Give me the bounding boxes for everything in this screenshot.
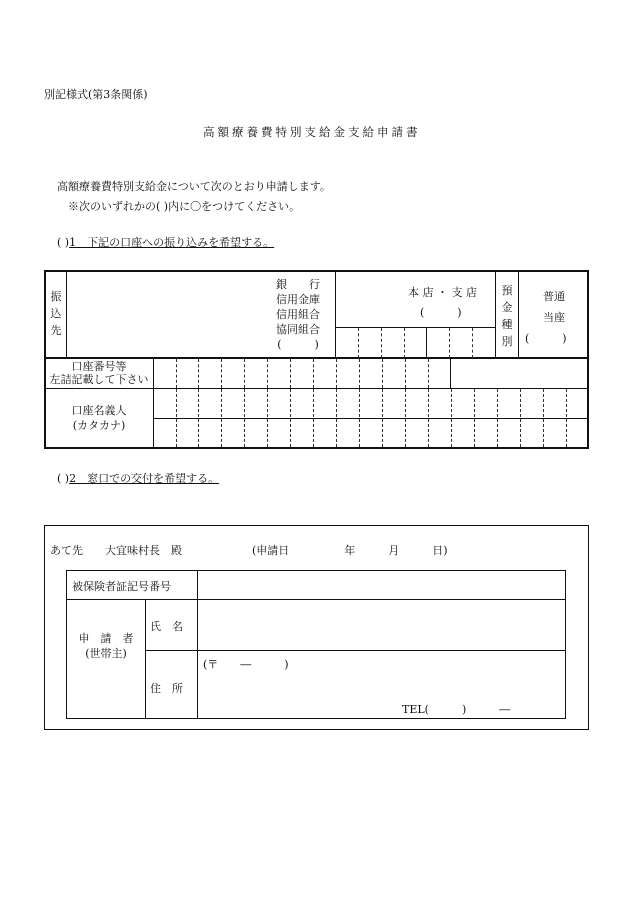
account-holder-field[interactable] bbox=[155, 390, 586, 446]
option2-row bbox=[57, 470, 219, 486]
form-note: 別記様式(第3条関係) bbox=[44, 88, 148, 101]
option1-row bbox=[57, 234, 274, 250]
bank-type-shinkumi: 信用組合 bbox=[276, 308, 320, 321]
intro-text: 高額療養費特別支給金について次のとおり申請します。 bbox=[57, 180, 331, 193]
address-field[interactable] bbox=[199, 672, 563, 696]
account-number-label: 口座番号等 左詰記載して下さい bbox=[49, 360, 149, 386]
bank-type-other: ( ) bbox=[277, 338, 319, 351]
bank-type-kyodo: 協同組合 bbox=[276, 323, 320, 336]
option1-label: 1 下記の口座への振り込みを希望する。 bbox=[69, 236, 275, 249]
branch-code-field[interactable] bbox=[337, 329, 495, 357]
addressee: あて先 大宜味村長 殿 bbox=[50, 544, 182, 557]
account-holder-label: 口座名義人 (カタカナ) bbox=[71, 404, 127, 432]
furikomisaki-label: 振 込 先 bbox=[50, 290, 62, 337]
deposit-option-other[interactable]: ( ) bbox=[525, 332, 567, 345]
tel-field[interactable]: TEL( ) ― bbox=[402, 703, 511, 716]
bank-type-bank: 銀 行 bbox=[276, 278, 320, 291]
deposit-option-futsu[interactable]: 普通 bbox=[543, 290, 565, 303]
account-number-field[interactable] bbox=[155, 360, 449, 387]
instruction-text: ※次のいずれかの( )内に〇をつけてください。 bbox=[68, 200, 301, 213]
bank-name-field[interactable] bbox=[68, 273, 263, 356]
name-label: 氏 名 bbox=[150, 620, 183, 633]
address-label: 住 所 bbox=[150, 682, 183, 695]
insured-number-field[interactable] bbox=[199, 572, 563, 598]
page-title: 高額療養費特別支給金支給申請書 bbox=[203, 125, 421, 139]
deposit-option-toza[interactable]: 当座 bbox=[543, 311, 565, 324]
option2-label: 2 窓口での交付を希望する。 bbox=[69, 472, 220, 485]
postal-code[interactable]: (〒 ― ) bbox=[203, 658, 289, 671]
option1-checkbox[interactable]: ( ) bbox=[57, 236, 70, 249]
account-extra-field[interactable] bbox=[452, 360, 586, 387]
bank-type-shinkin: 信用金庫 bbox=[276, 293, 320, 306]
insured-number-label: 被保険者証記号番号 bbox=[72, 580, 171, 593]
deposit-type-label: 預 金 種 別 bbox=[501, 284, 513, 348]
name-field[interactable] bbox=[199, 601, 563, 649]
branch-paren: ( ) bbox=[420, 306, 462, 319]
branch-label: 本 店 ・ 支 店 bbox=[408, 286, 477, 299]
bank-type-list bbox=[260, 277, 336, 352]
option2-checkbox[interactable]: ( ) bbox=[57, 472, 70, 485]
applicant-label: 申 請 者 (世帯主) bbox=[78, 632, 134, 660]
branch-name-field[interactable] bbox=[337, 273, 407, 326]
application-date[interactable]: (申請日 年 月 日) bbox=[252, 544, 448, 557]
